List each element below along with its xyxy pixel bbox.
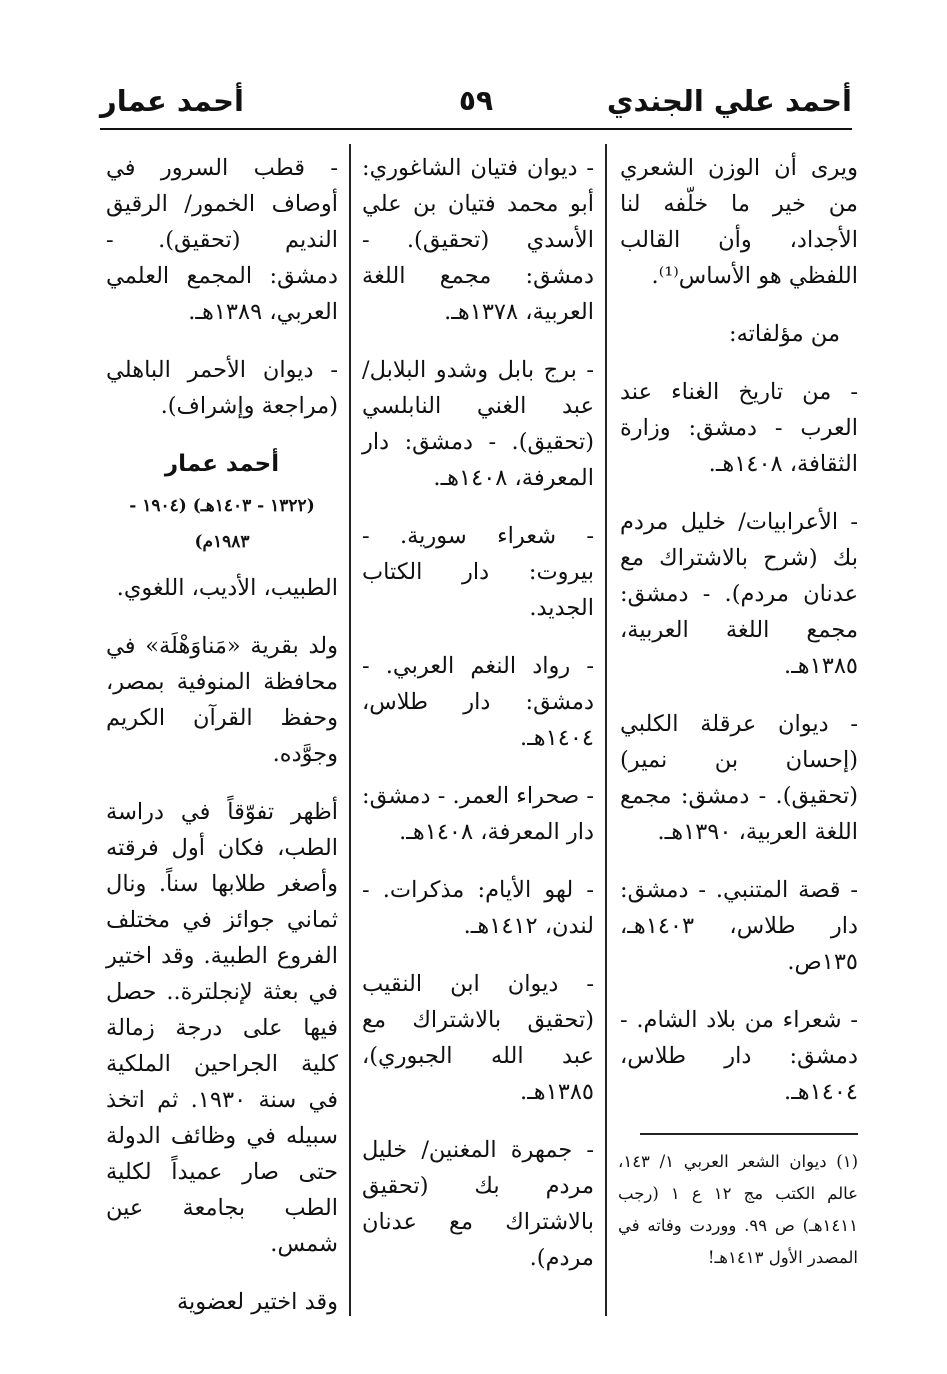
page-number: ٥٩ [458, 84, 494, 117]
running-title-right: أحمد علي الجندي [606, 84, 852, 118]
work-entry: - جمهرة المغنين/ خليل مردم بك (تحقيق بالاشتراك مع عدنان مردم). [362, 1137, 594, 1271]
footnote-rule [640, 1133, 858, 1135]
page-header [100, 82, 852, 130]
work-entry: - لهو الأيام: مذكرات. - لندن، ١٤١٢هـ. [362, 877, 594, 939]
work-entry: - رواد النغم العربي. - دمشق: دار طلاس، ١٤٠٤هـ. [362, 653, 594, 751]
work-entry: - شعراء سورية. - بيروت: دار الكتاب الجديد. [362, 523, 594, 621]
column-divider-right [605, 144, 607, 1316]
column-middle [362, 150, 594, 1298]
column-right [620, 150, 858, 1132]
section-label: من مؤلفاته: [728, 321, 840, 347]
column-left [106, 150, 338, 1342]
work-entry: - ديوان الأحمر الباهلي (مراجعة وإشراف). [106, 357, 338, 419]
work-entry: - ديوان عرقلة الكلبي (إحسان بن نمير) (تحقيق). - دمشق: مجمع اللغة العربية، ١٣٩٠هـ. [620, 711, 858, 845]
paragraph: أظهر تفوّقاً في دراسة الطب، فكان أول فرقته وأصغر طلابها سناً. ونال ثماني جوائز في مختلف الفروع الطبية. وقد اختير في بعثة لإنجلترة.. حصل فيها على درجة زمالة كلية الجراحين الملكية في سنة ١٩٣٠. ثم اتخذ سبيله في وظائف الدولة حتى صار عميداً لكلية الطب بجامعة عين شمس. [106, 799, 338, 1257]
paragraph: الطبيب، الأديب، اللغوي. [116, 575, 338, 601]
work-entry: - قطب السرور في أوصاف الخمور/ الرقيق النديم (تحقيق). - دمشق: المجمع العلمي العربي، ١٣٨٩هـ. [106, 155, 338, 325]
work-entry: - صحراء العمر. - دمشق: دار المعرفة، ١٤٠٨هـ. [362, 783, 594, 845]
column-divider-left [349, 144, 351, 1316]
paragraph: ويرى أن الوزن الشعري من خير ما خلّفه لنا الأجداد، وأن القالب اللفظي هو الأساس⁽¹⁾. [620, 155, 858, 289]
work-entry: - ديوان ابن النقيب (تحقيق بالاشتراك مع عبد الله الجبوري)، ١٣٨٥هـ. [362, 971, 594, 1105]
running-title-left: أحمد عمار [100, 84, 244, 118]
work-entry: - قصة المتنبي. - دمشق: دار طلاس، ١٤٠٣هـ، ١٣٥ص. [620, 877, 858, 975]
biography-heading: أحمد عمار [164, 451, 280, 477]
work-entry: - من تاريخ الغناء عند العرب - دمشق: وزارة الثقافة، ١٤٠٨هـ. [620, 379, 858, 477]
work-entry: - ديوان فتيان الشاغوري: أبو محمد فتيان بن علي الأسدي (تحقيق). - دمشق: مجمع اللغة العربية، ١٣٧٨هـ. [362, 155, 594, 325]
work-entry: - الأعرابيات/ خليل مردم بك (شرح بالاشتراك مع عدنان مردم). - دمشق: مجمع اللغة العربية، ١٣٨٥هـ. [620, 509, 858, 679]
footnote: (١) ديوان الشعر العربي ١/ ١٤٣، عالم الكتب مج ١٢ ع ١ (رجب ١٤١١هـ) ص ٩٩. ووردت وفاته في المصدر الأول ١٤١٣هـ! [618, 1152, 859, 1267]
paragraph: وقد اختير لعضوية [176, 1289, 338, 1315]
work-entry: - شعراء من بلاد الشام. - دمشق: دار طلاس، ١٤٠٤هـ. [620, 1007, 858, 1105]
paragraph: ولد بقرية «مَناوَهْلَة» في محافظة المنوفية بمصر، وحفظ القرآن الكريم وجوَّده. [106, 633, 338, 767]
work-entry: - برج بابل وشدو البلابل/ عبد الغني النابلسي (تحقيق). - دمشق: دار المعرفة، ١٤٠٨هـ. [362, 357, 594, 491]
biography-dates: (١٣٢٢ - ١٤٠٣هـ) (١٩٠٤ - ١٩٨٣م) [129, 496, 315, 552]
